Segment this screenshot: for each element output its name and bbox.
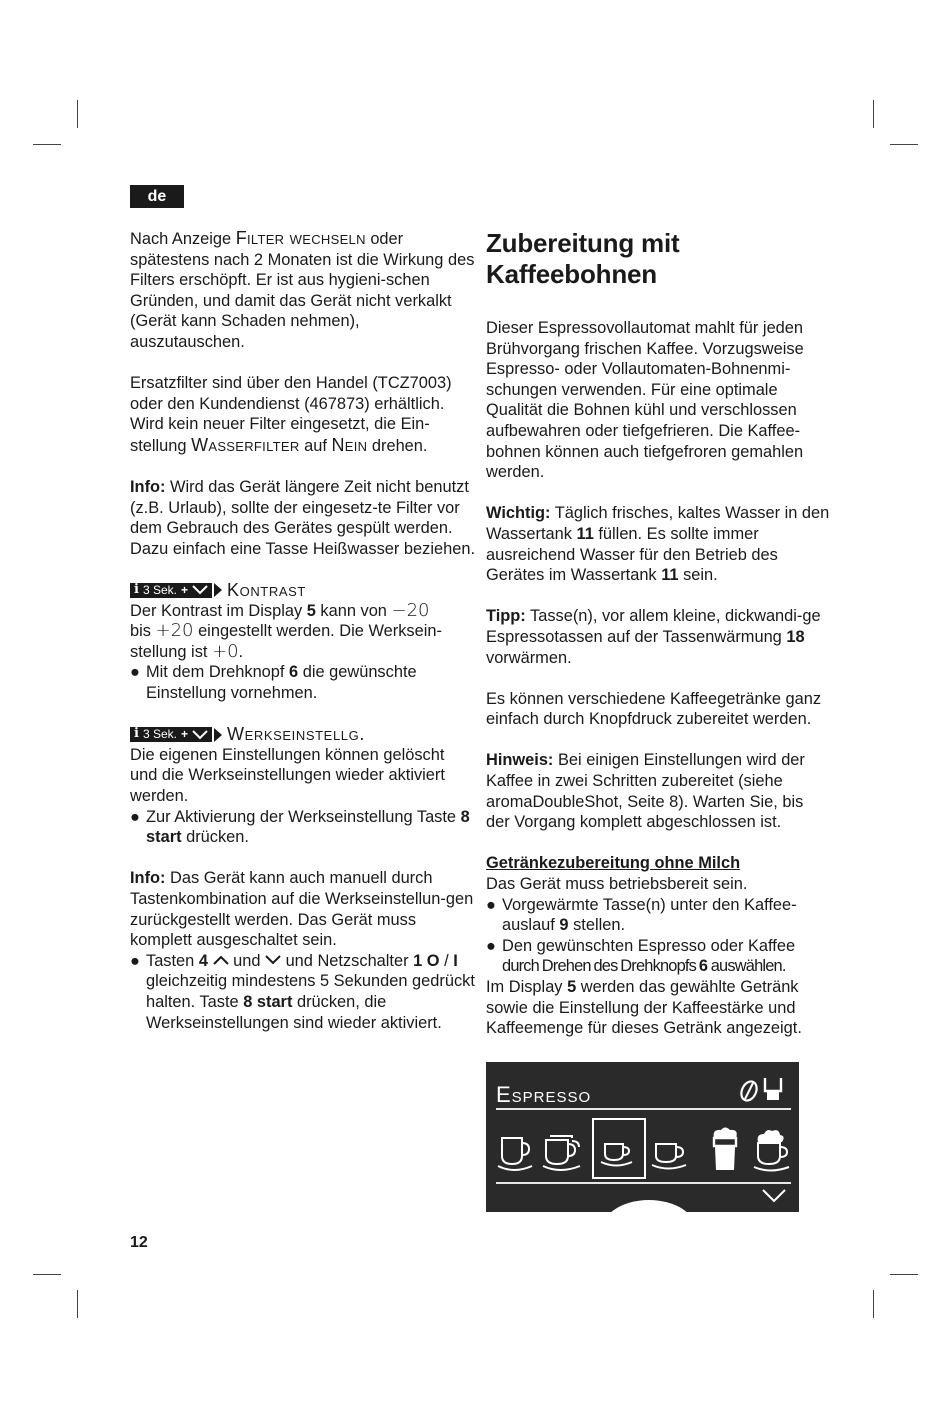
arrow-right-icon bbox=[214, 583, 222, 597]
chevron-up-icon bbox=[213, 955, 229, 965]
knob-arc bbox=[602, 1200, 696, 1212]
cup-icon bbox=[762, 1076, 784, 1104]
replacement-filter-paragraph: Ersatzfilter sind über den Handel (TCZ7003) oder den Kundendienst (467873) erhältlich. Wird kein neuer Filter eingesetzt, die Ein-stellung Wasserfilter auf Nein drehen. bbox=[130, 374, 452, 455]
werks-text: Die eigenen Einstellungen können gelöscht und die Werkseinstellungen wieder aktiviert werden. bbox=[130, 745, 445, 806]
info-key-icon: i bbox=[134, 582, 139, 598]
language-tag: de bbox=[130, 185, 184, 208]
werks-bullet: ● Zur Aktivierung der Werkseinstellung Taste 8 start drücken. bbox=[130, 807, 470, 847]
key-combo bbox=[130, 583, 212, 598]
kontrast-bullet: ● Mit dem Drehknopf 6 die gewünschte Einstellung vornehmen. bbox=[130, 663, 417, 703]
bullet-icon: ● bbox=[130, 951, 140, 970]
info-paragraph: Info: Wird das Gerät längere Zeit nicht benutzt (z.B. Urlaub), sollte der eingesetz-te Filter vor dem Gebrauch des Gerätes gespült werden. Dazu einfach eine Tasse Heißwasser beziehen. bbox=[130, 478, 476, 558]
manual-reset-info: Info: Das Gerät kann auch manuell durch Tastenkombination auf die Werkseinstellun-gen zurückgestellt werden. Das Gerät muss komplett ausgeschaltet sein. bbox=[130, 869, 474, 950]
kontrast-text: Der Kontrast im Display 5 kann von −20 bis +20 eingestellt werden. Die Werksein-stellung ist +0. bbox=[130, 599, 442, 662]
chevron-down-icon bbox=[192, 730, 208, 740]
bean-icon bbox=[738, 1078, 760, 1104]
crop-mark bbox=[77, 100, 78, 128]
ready-line: Das Gerät muss betriebsbereit sein. bbox=[486, 875, 748, 894]
display-title: Espresso bbox=[496, 1082, 592, 1107]
selected-espresso-cup-icon bbox=[598, 1140, 638, 1172]
right-column bbox=[486, 228, 831, 1039]
manual-reset-bullet: ● Tasten 4 und und Netzschalter 1 O / I gleichzeitig mindestens 5 Sekunden gedrückt halten. Taste 8 start drücken, die Werkseinstellungen sind wieder aktiviert. bbox=[130, 951, 475, 1032]
crop-mark bbox=[33, 144, 61, 145]
prep-bullet-2: ● Den gewünschten Espresso oder Kaffee durch Drehen des Drehknopfs 6 auswählen. bbox=[486, 936, 796, 976]
werks-key-sequence bbox=[130, 724, 475, 745]
subsection-heading: Getränkezubereitung ohne Milch bbox=[486, 854, 741, 873]
prep-bullet-1: ● Vorgewärmte Tasse(n) unter den Kaffee-auslauf 9 stellen. bbox=[486, 895, 797, 935]
info-key-icon: i bbox=[134, 726, 139, 742]
wichtig-paragraph: Wichtig: Täglich frisches, kaltes Wasser in den Wassertank 11 füllen. Es sollte immer ausreichend Wasser für den Betrieb des Gerätes im Wassertank 11 sein. bbox=[486, 504, 830, 585]
display-text-filter-wechseln: Filter wechseln bbox=[235, 228, 366, 248]
hinweis-paragraph: Hinweis: Bei einigen Einstellungen wird der Kaffee in zwei Schritten zubereitet (siehe aromaDoubleShot, Seite 8). Warten Sie, bis der Vorgang komplett abgeschlossen ist. bbox=[486, 751, 805, 832]
crop-mark bbox=[873, 100, 874, 128]
plus-icon: + bbox=[180, 583, 188, 598]
crop-mark bbox=[77, 1290, 78, 1318]
filter-paragraph: Nach Anzeige Filter wechseln oder spätestens nach 2 Monaten ist die Wirkung des Filters erschöpft. Er ist aus hygieni-schen Gründen, und damit das Gerät nicht verkalkt (Gerät kann Schaden nehmen), auszutauschen. bbox=[130, 228, 475, 351]
machine-display bbox=[486, 1062, 799, 1212]
left-column bbox=[130, 228, 475, 1033]
espresso-cup-icon bbox=[496, 1132, 536, 1176]
crop-mark bbox=[33, 1274, 61, 1275]
chevron-down-icon bbox=[192, 585, 208, 595]
kontrast-title: Kontrast bbox=[227, 580, 306, 601]
bullet-icon: ● bbox=[486, 936, 496, 955]
bullet-icon: ● bbox=[130, 663, 140, 682]
display-text-nein: Nein bbox=[331, 434, 368, 455]
display-text-wasserfilter: Wasserfilter bbox=[191, 434, 300, 455]
chevron-down-icon bbox=[265, 955, 281, 965]
double-espresso-cup-icon bbox=[542, 1132, 586, 1176]
display-divider-top bbox=[496, 1108, 791, 1110]
section-heading: Zubereitung mit Kaffeebohnen bbox=[486, 228, 680, 289]
werks-title: Werkseinstellg. bbox=[227, 724, 365, 745]
drinks-paragraph: Es können verschiedene Kaffeegetränke ganz einfach durch Knopfdruck zubereitet werden. bbox=[486, 689, 822, 729]
crop-mark bbox=[873, 1290, 874, 1318]
beans-paragraph: Dieser Espressovollautomat mahlt für jeden Brühvorgang frischen Kaffee. Vorzugsweise Espresso- oder Vollautomaten-Bohnenmi-schungen verwenden. Für eine optimale Qualität die Bohnen kühl und verschlossen aufbewahren oder tiefgefrieren. Die Kaffee-bohnen können auch tiefgefroren gemahlen werden. bbox=[486, 319, 804, 482]
coffee-cup-icon bbox=[650, 1140, 690, 1174]
chevron-down-icon bbox=[761, 1188, 787, 1204]
key-duration: 3 Sek. bbox=[142, 583, 177, 598]
latte-macchiato-glass-icon bbox=[708, 1126, 742, 1176]
cappuccino-cup-icon bbox=[752, 1126, 792, 1176]
kontrast-key-sequence bbox=[130, 580, 475, 601]
display-divider-bottom bbox=[496, 1182, 791, 1184]
crop-mark bbox=[890, 144, 918, 145]
display-info-paragraph: Im Display 5 werden das gewählte Getränk sowie die Einstellung der Kaffeestärke und Kaffeemenge für dieses Getränk angezeigt. bbox=[486, 978, 802, 1038]
tipp-paragraph: Tipp: Tasse(n), vor allem kleine, dickwandi-ge Espressotassen auf der Tassenwärmung 18 vorwärmen. bbox=[486, 607, 821, 667]
key-duration: 3 Sek. bbox=[142, 727, 177, 742]
crop-mark bbox=[890, 1274, 918, 1275]
page-number: 12 bbox=[130, 1234, 148, 1251]
key-combo bbox=[130, 727, 212, 742]
plus-icon: + bbox=[180, 727, 188, 742]
bullet-icon: ● bbox=[486, 895, 496, 914]
arrow-right-icon bbox=[214, 728, 222, 742]
bullet-icon: ● bbox=[130, 807, 140, 826]
